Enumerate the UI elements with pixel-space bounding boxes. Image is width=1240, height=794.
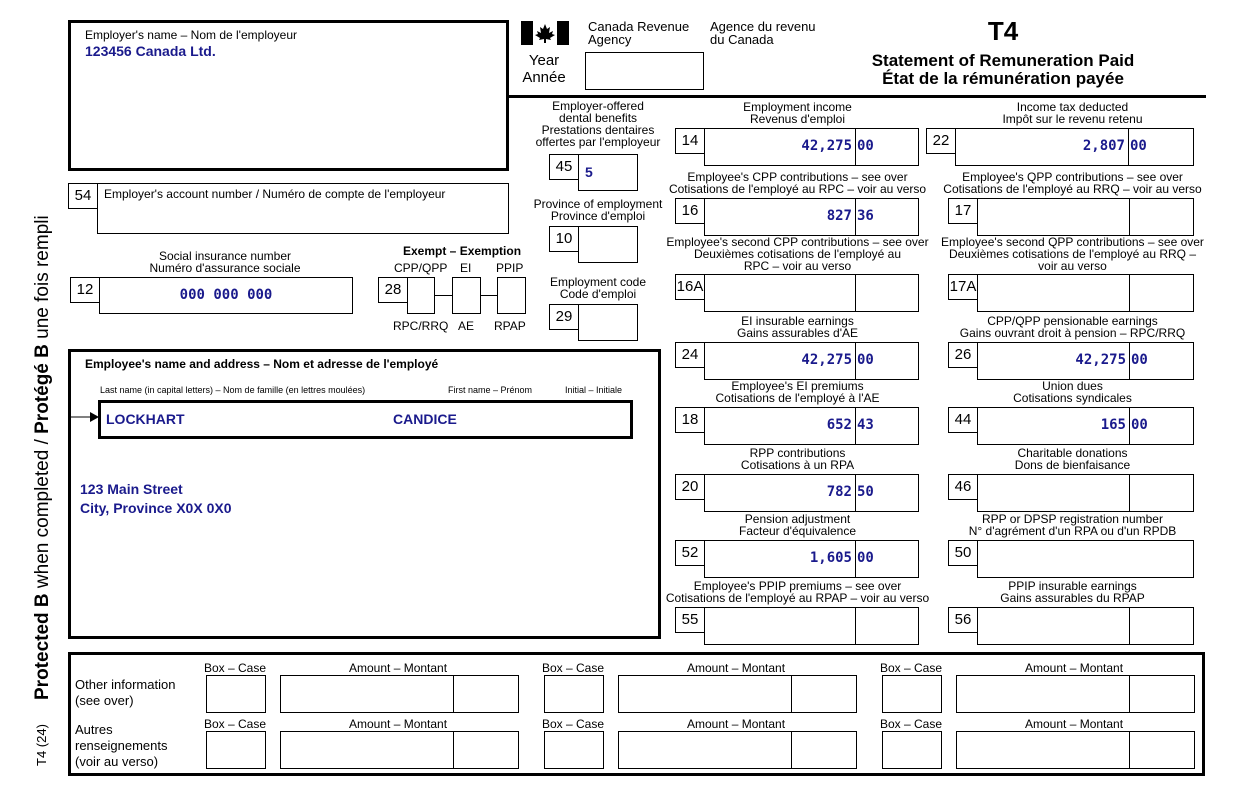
- box-26-input[interactable]: [977, 342, 1194, 380]
- box-14-cents: 00: [857, 138, 874, 154]
- exempt-ppip-label: PPIP: [496, 261, 524, 275]
- box-28-number: 28: [378, 277, 408, 303]
- box-44-label: Union dues Cotisations syndicales: [1013, 379, 1132, 405]
- province-label: Province of employment Province d'emploi: [533, 197, 663, 223]
- box-17A-number: 17A: [948, 274, 978, 300]
- box-16-dollars: 827: [826, 208, 852, 224]
- box-17-input[interactable]: [977, 198, 1194, 236]
- cents-divider: [791, 676, 792, 712]
- box-16A-number: 16A: [675, 274, 705, 300]
- protege-b-label: Protégé B: [32, 344, 53, 434]
- exempt-rpc-label: RPC/RRQ: [393, 319, 449, 333]
- box-52-input[interactable]: [704, 540, 919, 578]
- box-17-label: Employee's QPP contributions – see over Cotisations de l'employé au RRQ – voir au verso: [943, 170, 1202, 196]
- other-amount-label: Amount – Montant: [349, 661, 448, 675]
- box-29-number: 29: [549, 304, 579, 330]
- box-52-label: Pension adjustment Facteur d'équivalence: [738, 512, 857, 538]
- box-26-number: 26: [948, 342, 978, 368]
- box-14-label: Employment income Revenus d'emploi: [743, 100, 852, 126]
- other-box-code-input[interactable]: [206, 731, 266, 769]
- box-50-number: 50: [948, 540, 978, 566]
- arrow-right-icon: [70, 410, 100, 424]
- province-input[interactable]: [578, 226, 638, 263]
- other-box-label: Box – Case: [542, 717, 605, 731]
- other-info-label-en: Other information (see over): [75, 677, 176, 708]
- other-amount-label: Amount – Montant: [1025, 661, 1124, 675]
- box-26-label: CPP/QPP pensionable earnings Gains ouvrant droit à pension – RPC/RRQ: [959, 314, 1186, 340]
- box-56-number: 56: [948, 607, 978, 633]
- cents-divider: [1129, 275, 1130, 311]
- exempt-ae-label: AE: [458, 319, 475, 333]
- exempt-rpap-label: RPAP: [494, 319, 526, 333]
- agency-name-en: Canada Revenue Agency: [588, 19, 690, 47]
- when-completed-label: when completed /: [32, 433, 53, 589]
- box-18-label: Employee's EI premiums Cotisations de l'employé à l'AE: [715, 379, 880, 405]
- last-name-value: LOCKHART: [106, 411, 185, 427]
- cents-divider: [1129, 475, 1130, 511]
- exempt-ei-label: EI: [460, 261, 472, 275]
- protected-b-label: Protected B: [32, 593, 53, 700]
- last-name-label: Last name (in capital letters) – Nom de famille (en lettres moulées): [100, 385, 366, 395]
- box-12-number: 12: [70, 277, 100, 303]
- box-54-number: 54: [68, 183, 98, 209]
- exempt-connector: [435, 295, 452, 296]
- box-52-cents: 00: [857, 550, 874, 566]
- exempt-title: Exempt – Exemption: [403, 244, 522, 258]
- box-18-number: 18: [675, 407, 705, 433]
- box-22-dollars: 2,807: [1082, 138, 1125, 154]
- box-24-label: EI insurable earnings Gains assurables d'AE: [736, 314, 859, 340]
- other-box-code-input[interactable]: [544, 731, 604, 769]
- cents-divider: [855, 608, 856, 644]
- address-line-1: 123 Main Street: [80, 481, 183, 497]
- box-20-input[interactable]: [704, 474, 919, 512]
- other-box-label: Box – Case: [204, 661, 267, 675]
- dental-input[interactable]: [578, 154, 638, 191]
- box-24-dollars: 42,275: [801, 352, 852, 368]
- form-version: T4 (24): [34, 724, 49, 766]
- other-amount-input[interactable]: [618, 675, 857, 713]
- cents-divider: [855, 199, 856, 235]
- box-56-label: PPIP insurable earnings Gains assurables du RPAP: [1000, 579, 1145, 605]
- employee-address[interactable]: [80, 480, 231, 518]
- box-22-number: 22: [926, 128, 956, 154]
- cents-divider: [453, 732, 454, 768]
- box-24-input[interactable]: [704, 342, 919, 380]
- other-info-label-fr: Autres renseignements (voir au verso): [75, 722, 168, 769]
- cents-divider: [855, 129, 856, 165]
- form-code: T4: [987, 16, 1019, 46]
- box-44-number: 44: [948, 407, 978, 433]
- box-17A-label: Employee's second QPP contributions – see over Deuxièmes cotisations de l'employé au RRQ – voir au verso: [941, 235, 1204, 273]
- exempt-connector: [481, 295, 497, 296]
- box-18-dollars: 652: [826, 417, 852, 433]
- box-22-cents: 00: [1130, 138, 1147, 154]
- box-56-input[interactable]: [977, 607, 1194, 645]
- box-16-label: Employee's CPP contributions – see over Cotisations de l'employé au RPC – voir au verso: [668, 170, 927, 196]
- box-45-number: 45: [549, 154, 579, 180]
- box-22-label: Income tax deducted Impôt sur le revenu retenu: [1002, 100, 1143, 126]
- box-16-number: 16: [675, 198, 705, 224]
- cents-divider: [1128, 129, 1129, 165]
- title-fr: État de la rémunération payée: [882, 69, 1124, 88]
- cents-divider: [855, 275, 856, 311]
- employer-name-value[interactable]: 123456 Canada Ltd.: [85, 43, 216, 59]
- sin-value: 000 000 000: [179, 287, 273, 303]
- box-44-dollars: 165: [1100, 417, 1126, 433]
- other-box-code-input[interactable]: [206, 675, 266, 713]
- employment-code-label: Employment code Code d'emploi: [549, 275, 647, 301]
- box-17-number: 17: [948, 198, 978, 224]
- cents-divider: [1129, 343, 1130, 379]
- employer-account-label: Employer's account number / Numéro de compte de l'employeur: [104, 187, 446, 201]
- box-50-label: RPP or DPSP registration number N° d'agrément d'un RPA ou d'un RPDB: [968, 512, 1177, 538]
- box-50-input[interactable]: [977, 540, 1194, 578]
- title-en: Statement of Remuneration Paid: [871, 51, 1135, 70]
- employee-box-title: Employee's name and address – Nom et adresse de l'employé: [85, 357, 439, 371]
- box-24-cents: 00: [857, 352, 874, 368]
- cents-divider: [855, 475, 856, 511]
- other-box-label: Box – Case: [880, 661, 943, 675]
- exempt-ei-checkbox[interactable]: [452, 277, 481, 314]
- box-20-dollars: 782: [826, 484, 852, 500]
- cents-divider: [855, 408, 856, 444]
- box-46-number: 46: [948, 474, 978, 500]
- box-10-number: 10: [549, 226, 579, 252]
- cents-divider: [1129, 408, 1130, 444]
- other-box-code-input[interactable]: [882, 731, 942, 769]
- box-17A-input[interactable]: [977, 274, 1194, 312]
- cents-divider: [1129, 608, 1130, 644]
- other-amount-label: Amount – Montant: [349, 717, 448, 731]
- cents-divider: [1129, 676, 1130, 712]
- dental-label: Employer-offered dental benefits Prestations dentaires offertes par l'employeur: [535, 99, 661, 149]
- une-fois-label: une fois rempli: [32, 215, 53, 339]
- box-46-input[interactable]: [977, 474, 1194, 512]
- other-amount-input[interactable]: [956, 731, 1195, 769]
- other-amount-input[interactable]: [618, 731, 857, 769]
- dental-value: 5: [585, 164, 593, 180]
- other-box-code-input[interactable]: [882, 675, 942, 713]
- cents-divider: [791, 732, 792, 768]
- form-title: [850, 52, 1156, 88]
- other-amount-label: Amount – Montant: [687, 661, 786, 675]
- box-20-cents: 50: [857, 484, 874, 500]
- box-24-number: 24: [675, 342, 705, 368]
- year-label: Year Année: [522, 52, 566, 86]
- box-16A-input[interactable]: [704, 274, 919, 312]
- initial-label: Initial – Initiale: [565, 385, 623, 395]
- box-20-label: RPP contributions Cotisations à un RPA: [740, 446, 855, 472]
- other-amount-input[interactable]: [956, 675, 1195, 713]
- box-26-cents: 00: [1131, 352, 1148, 368]
- box-22-input[interactable]: [955, 128, 1194, 166]
- employer-account-box[interactable]: [97, 183, 509, 234]
- box-16-cents: 36: [857, 208, 874, 224]
- box-55-input[interactable]: [704, 607, 919, 645]
- protected-b-banner: [32, 215, 54, 700]
- employee-box: [68, 349, 661, 639]
- cents-divider: [855, 343, 856, 379]
- exempt-cpp-label: CPP/QPP: [394, 261, 448, 275]
- box-14-dollars: 42,275: [801, 138, 852, 154]
- exempt-cpp-checkbox[interactable]: [407, 277, 435, 314]
- other-amount-label: Amount – Montant: [687, 717, 786, 731]
- first-name-label: First name – Prénom: [448, 385, 533, 395]
- other-amount-label: Amount – Montant: [1025, 717, 1124, 731]
- employment-code-input[interactable]: [578, 304, 638, 341]
- box-20-number: 20: [675, 474, 705, 500]
- employer-name-box: [68, 20, 509, 171]
- cents-divider: [855, 541, 856, 577]
- sin-label: Social insurance number Numéro d'assurance sociale: [149, 249, 301, 275]
- employee-name-input[interactable]: [98, 400, 633, 439]
- agency-name-fr: Agence du revenu du Canada: [710, 19, 816, 47]
- box-55-label: Employee's PPIP premiums – see over Cotisations de l'employé au RPAP – voir au verso: [665, 579, 930, 605]
- box-16-input[interactable]: [704, 198, 919, 236]
- year-input[interactable]: [585, 52, 704, 90]
- box-18-cents: 43: [857, 417, 874, 433]
- cents-divider: [1129, 732, 1130, 768]
- cents-divider: [1129, 199, 1130, 235]
- other-amount-input[interactable]: [280, 675, 519, 713]
- box-44-input[interactable]: [977, 407, 1194, 445]
- header-divider: [509, 95, 1206, 98]
- cents-divider: [453, 676, 454, 712]
- box-46-label: Charitable donations Dons de bienfaisance: [1014, 446, 1131, 472]
- box-55-number: 55: [675, 607, 705, 633]
- box-18-input[interactable]: [704, 407, 919, 445]
- sin-input[interactable]: [99, 277, 353, 314]
- box-14-number: 14: [675, 128, 705, 154]
- other-amount-input[interactable]: [280, 731, 519, 769]
- employer-name-label: Employer's name – Nom de l'employeur: [85, 28, 298, 42]
- canada-flag-icon: [521, 21, 569, 45]
- other-box-label: Box – Case: [880, 717, 943, 731]
- address-line-2: City, Province X0X 0X0: [80, 500, 232, 516]
- box-14-input[interactable]: [704, 128, 919, 166]
- box-52-dollars: 1,605: [809, 550, 852, 566]
- box-26-dollars: 42,275: [1075, 352, 1126, 368]
- other-box-label: Box – Case: [204, 717, 267, 731]
- other-box-code-input[interactable]: [544, 675, 604, 713]
- box-16A-label: Employee's second CPP contributions – see over Deuxièmes cotisations de l'employé au RPC – voir au verso: [666, 235, 929, 273]
- box-52-number: 52: [675, 540, 705, 566]
- other-box-label: Box – Case: [542, 661, 605, 675]
- first-name-value: CANDICE: [393, 411, 457, 427]
- box-44-cents: 00: [1131, 417, 1148, 433]
